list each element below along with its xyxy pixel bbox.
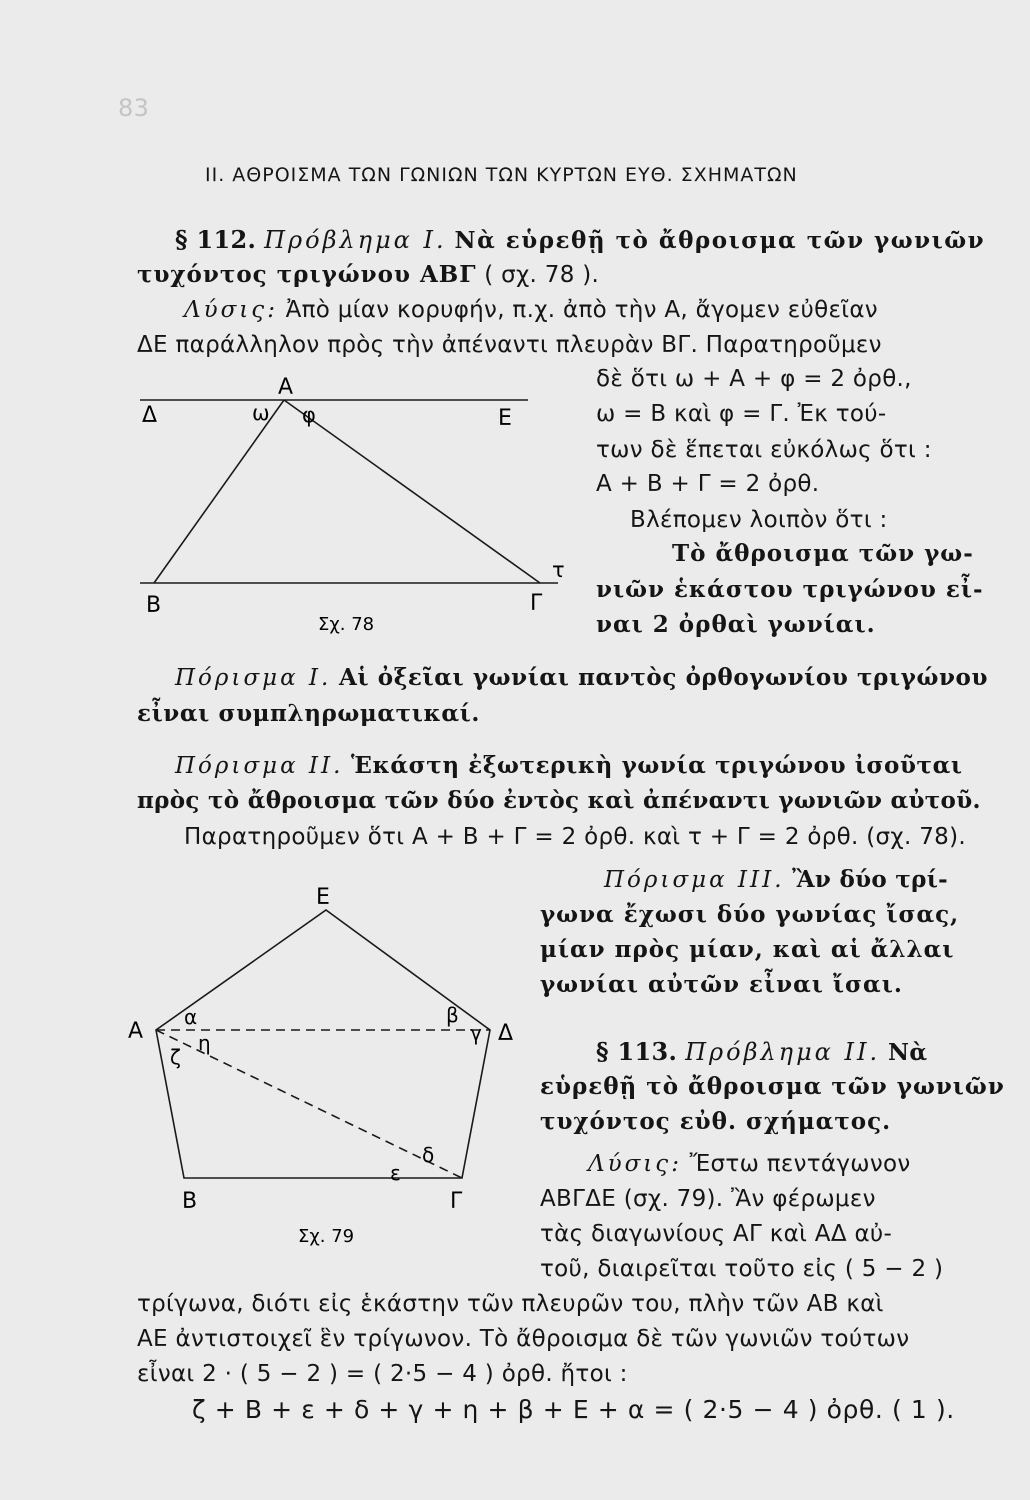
problem-113-line-3: τυχόντος εὐθ. σχήματος. bbox=[540, 1108, 892, 1135]
solution-113-full-2: ΑΕ ἀντιστοιχεῖ ἓν τρίγωνον. Τὸ ἄθροισμα δὲ τῶν γωνιῶν τούτων bbox=[137, 1326, 910, 1352]
corollary-2-note: Παρατηροῦμεν ὅτι Α + Β + Γ = 2 ὀρθ. καὶ τ + Γ = 2 ὀρθ. (σχ. 78). bbox=[184, 824, 966, 850]
problem-113-statement: Νὰ bbox=[888, 1039, 928, 1066]
section-header: ΙΙ. ΑΘΡΟΙΣΜΑ ΤΩΝ ΓΩΝΙΩΝ ΤΩΝ ΚΥΡΤΩΝ ΕΥΘ. ΣΧΗΜΑΤΩΝ bbox=[205, 164, 798, 186]
label-omega: ω bbox=[252, 401, 270, 425]
corollary-3-line-3: μίαν πρὸς μίαν, καὶ αἱ ἄλλαι bbox=[540, 936, 955, 963]
label-g: Γ bbox=[530, 591, 543, 616]
section-number: § 112. bbox=[175, 225, 257, 254]
solution-113-label: Λύσις: bbox=[588, 1151, 682, 1177]
label-phi: φ bbox=[302, 403, 316, 427]
label-e: Ε bbox=[498, 406, 512, 431]
figure-78-caption: Σχ. 78 bbox=[318, 614, 375, 635]
problem-113-line-1 bbox=[596, 1038, 927, 1067]
problem-113-label: Πρόβλημα ΙΙ. bbox=[685, 1038, 881, 1066]
solution-line-2: ΔΕ παράλληλον πρὸς τὴν ἀπέναντι πλευρὰν ΒΓ. Παρατηροῦμεν bbox=[137, 332, 882, 358]
solution-side-2: ω = Β καὶ φ = Γ. Ἐκ τού- bbox=[596, 401, 887, 427]
label-tau: τ bbox=[552, 558, 565, 582]
solution-113-line-3: τὰς διαγωνίους ΑΓ καὶ ΑΔ αὐ- bbox=[540, 1221, 893, 1247]
side-ab bbox=[154, 400, 284, 583]
solution-side-4: Α + Β + Γ = 2 ὀρθ. bbox=[596, 471, 820, 497]
solution-113-text: Ἔστω πεντάγωνον bbox=[689, 1151, 911, 1177]
solution-label: Λύσις: bbox=[184, 297, 278, 323]
problem-112-line-1 bbox=[175, 226, 985, 255]
figure-78 bbox=[130, 370, 590, 640]
corollary-2-text: Ἑκάστη ἐξωτερικὴ γωνία τριγώνου ἰσοῦται bbox=[351, 752, 963, 779]
corollary-2-label: Πόρισμα ΙΙ. bbox=[175, 753, 344, 779]
problem-statement: Νὰ εὑρεθῇ τὸ ἄθροισμα τῶν γωνιῶν bbox=[454, 227, 986, 254]
corollary-2-line-2: πρὸς τὸ ἄθροισμα τῶν δύο ἐντὸς καὶ ἀπέναντι γωνιῶν αὐτοῦ. bbox=[137, 787, 981, 814]
figure-reference: ( σχ. 78 ). bbox=[484, 262, 600, 288]
problem-112-line-2 bbox=[137, 261, 599, 289]
corollary-3-line-1 bbox=[604, 866, 948, 894]
solution-113-full-1: τρίγωνα, διότι εἰς ἑκάστην τῶν πλευρῶν του, πλὴν τῶν ΑΒ καὶ bbox=[137, 1291, 884, 1317]
solution-text: Ἀπὸ μίαν κορυφήν, π.χ. ἀπὸ τὴν Α, ἄγομεν εὐθεῖαν bbox=[285, 297, 878, 323]
solution-side-1: δὲ ὅτι ω + Α + φ = 2 ὀρθ., bbox=[596, 366, 912, 392]
corollary-1-label: Πόρισμα Ι. bbox=[175, 665, 332, 691]
theorem-line-1: Τὸ ἄθροισμα τῶν γω- bbox=[672, 540, 974, 567]
label-d: Δ bbox=[142, 403, 158, 428]
corollary-3-line-4: γωνίαι αὐτῶν εἶναι ἴσαι. bbox=[540, 971, 903, 998]
figure-79-caption: Σχ. 79 bbox=[298, 1226, 355, 1247]
figure-79 bbox=[120, 880, 530, 1250]
theorem-line-3: ναι 2 ὀρθαὶ γωνίαι. bbox=[596, 611, 876, 638]
solution-side-5: Βλέπομεν λοιπὸν ὅτι : bbox=[630, 507, 888, 533]
problem-label: Πρόβλημα Ι. bbox=[264, 226, 447, 254]
solution-113-full-3: εἶναι 2 · ( 5 − 2 ) = ( 2·5 − 4 ) ὀρθ. ἤτοι : bbox=[137, 1361, 628, 1387]
theorem-line-2: νιῶν ἑκάστου τριγώνου εἶ- bbox=[596, 576, 984, 603]
label-epsilon: ε bbox=[390, 1161, 401, 1185]
label-a: Α bbox=[278, 375, 294, 400]
label-eta: η bbox=[198, 1031, 211, 1055]
solution-line-1 bbox=[184, 296, 878, 324]
label-gamma: γ bbox=[470, 1021, 482, 1045]
label-alpha: α bbox=[184, 1005, 198, 1029]
problem-statement-cont: τυχόντος τριγώνου ΑΒΓ bbox=[137, 261, 477, 288]
corollary-3-label: Πόρισμα ΙΙΙ. bbox=[604, 867, 785, 893]
solution-113-line-1 bbox=[588, 1150, 911, 1178]
problem-113-line-2: εὑρεθῇ τὸ ἄθροισμα τῶν γωνιῶν bbox=[540, 1073, 1005, 1100]
corollary-3-text: Ἂν δύο τρί- bbox=[792, 866, 948, 893]
label-b: Β bbox=[182, 1189, 198, 1214]
label-zeta: ζ bbox=[170, 1045, 181, 1069]
corollary-1-line-1 bbox=[175, 664, 988, 692]
label-b: Β bbox=[146, 593, 162, 618]
corollary-3-line-2: γωνα ἔχωσι δύο γωνίας ἴσας, bbox=[540, 901, 960, 928]
corollary-1-text: Αἱ ὀξεῖαι γωνίαι παντὸς ὀρθογωνίου τριγώνου bbox=[338, 664, 989, 691]
corollary-1-line-2: εἶναι συμπληρωματικαί. bbox=[137, 700, 480, 727]
page-number: 83 bbox=[118, 94, 150, 122]
solution-113-line-2: ΑΒΓΔΕ (σχ. 79). Ἂν φέρωμεν bbox=[540, 1186, 876, 1212]
section-113-number: § 113. bbox=[596, 1037, 678, 1066]
label-a: Α bbox=[128, 1019, 144, 1044]
solution-113-line-4: τοῦ, διαιρεῖται τοῦτο εἰς ( 5 − 2 ) bbox=[540, 1256, 944, 1282]
label-beta: β bbox=[446, 1003, 459, 1027]
label-d: Δ bbox=[498, 1021, 514, 1046]
corollary-2-line-1 bbox=[175, 752, 963, 780]
label-delta: δ bbox=[422, 1143, 435, 1167]
label-e: Ε bbox=[316, 885, 330, 910]
label-g: Γ bbox=[450, 1189, 463, 1214]
solution-side-3: των δὲ ἕπεται εὐκόλως ὅτι : bbox=[596, 437, 932, 463]
equation-1: ζ + Β + ε + δ + γ + η + β + Ε + α = ( 2·5 − 4 ) ὀρθ. ( 1 ). bbox=[192, 1395, 955, 1424]
